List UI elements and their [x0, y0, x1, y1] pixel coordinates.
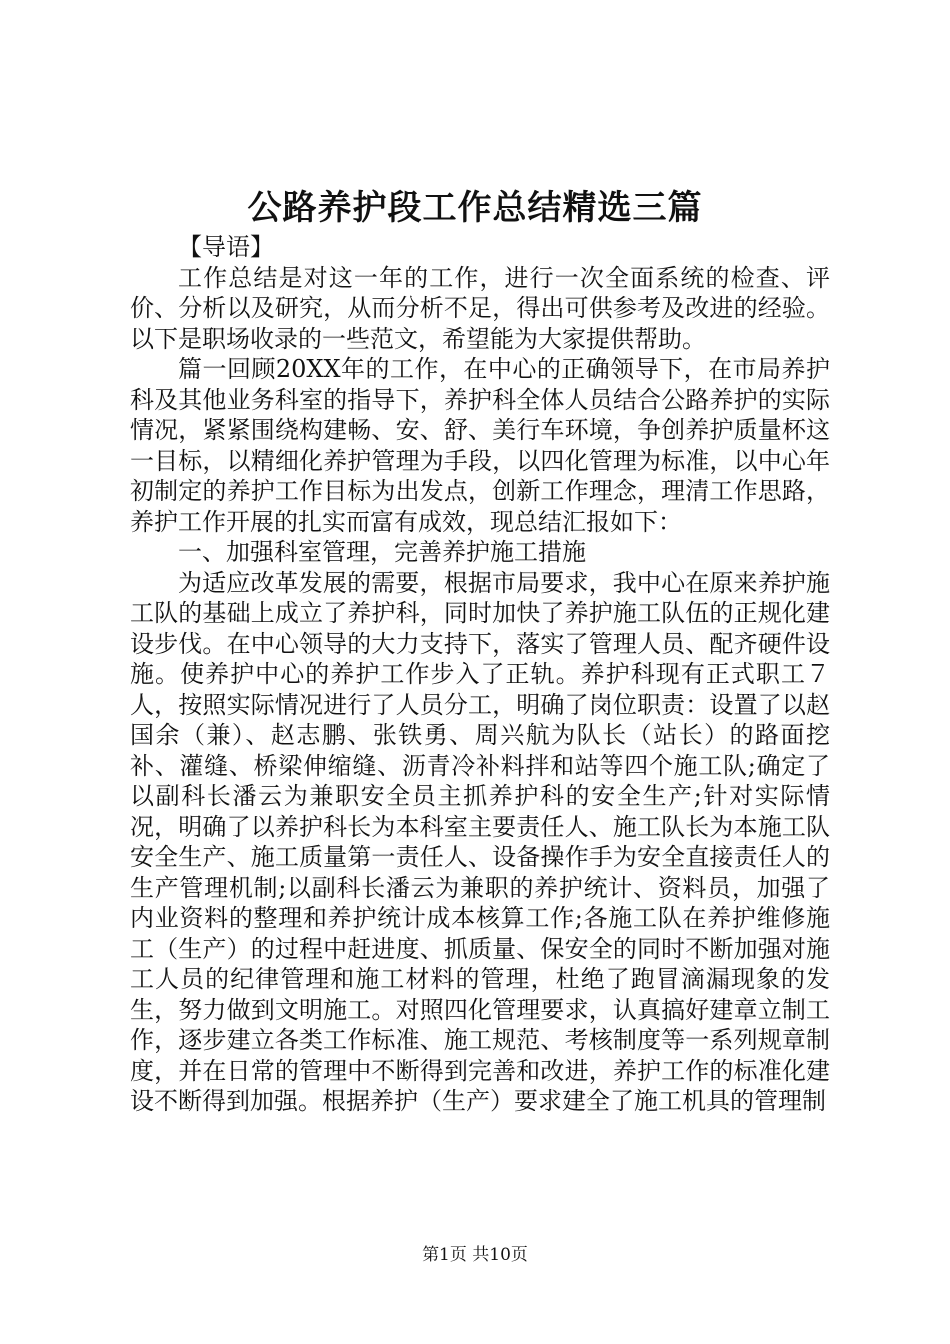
paragraph-section-1: 为适应改革发展的需要，根据市局要求，我中心在原来养护施工队的基础上成立了养护科，同时加快了养护施工队伍的正规化建设步伐。在中心领导的大力支持下，落实了管理人员、配齐硬件设施。使养护中心的养护工作步入了正轨。养护科现有正式职工７人，按照实际情况进行了人员分工，明确了岗位职责：设置了以赵国余（兼）、赵志鹏、张铁勇、周兴航为队长（站长）的路面挖补、灌缝、桥梁伸缩缝、沥青冷补料拌和站等四个施工队;确定了以副科长潘云为兼职安全员主抓养护科的安全生产;针对实际情况，明确了以养护科长为本科室主要责任人、施工队长为本施工队安全生产、施工质量第一责任人、设备操作手为安全直接责任人的生产管理机制;以副科长潘云为兼职的养护统计、资料员，加强了内业资料的整理和养护统计成本核算工作;各施工队在养护维修施工（生产）的过程中赶进度、抓质量、保安全的同时不断加强对施工人员的纪律管理和施工材料的管理，杜绝了跑冒滴漏现象的发生，努力做到文明施工。对照四化管理要求，认真搞好建章立制工作，逐步建立各类工作标准、施工规范、考核制度等一系列规章制度，并在日常的管理中不断得到完善和改进，养护工作的标准化建设不断得到加强。根据养护（生产）要求建全了施工机具的管理制	[130, 568, 830, 1115]
paragraph-review: 篇一回顾20XX年的工作，在中心的正确领导下，在市局养护科及其他业务科室的指导下，养护科全体人员结合公路养护的实际情况，紧紧围绕构建畅、安、舒、美行车环境，争创养护质量杯这一目标，以精细化养护管理为手段，以四化管理为标准，以中心年初制定的养护工作目标为出发点，创新工作理念，理清工作思路，养护工作开展的扎实而富有成效，现总结汇报如下：	[130, 355, 830, 536]
document-title: 公路养护段工作总结精选三篇	[247, 188, 703, 228]
document-body	[130, 232, 830, 1117]
paragraph-intro-label: 【导语】	[178, 233, 274, 261]
paragraph-intro: 工作总结是对这一年的工作，进行一次全面系统的检查、评价、分析以及研究，从而分析不足，得出可供参考及改进的经验。以下是职场收录的一些范文，希望能为大家提供帮助。	[130, 263, 830, 353]
section-heading-1: 一、加强科室管理，完善养护施工措施	[178, 538, 586, 566]
page-number: 第1页 共10页	[422, 1245, 528, 1265]
